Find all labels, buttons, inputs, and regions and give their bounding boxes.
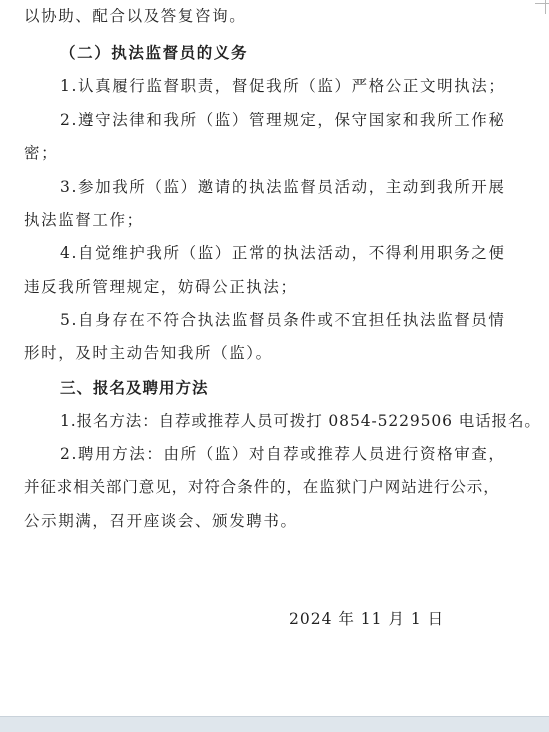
section-heading: （二）执法监督员的义务 bbox=[60, 43, 249, 62]
page-corner-mark bbox=[535, 0, 549, 4]
body-line: 2.聘用方法：由所（监）对自荐或推荐人员进行资格审查， bbox=[60, 445, 506, 463]
body-line: 以协助、配合以及答复咨询。 bbox=[24, 7, 247, 25]
body-line: 2.遵守法律和我所（监）管理规定，保守国家和我所工作秘 bbox=[60, 111, 506, 129]
page-bottom-bar bbox=[0, 716, 549, 732]
body-line: 1.报名方法：自荐或推荐人员可拨打 0854-5229506 电话报名。 bbox=[60, 412, 541, 430]
body-line: 违反我所管理规定，妨碍公正执法； bbox=[24, 278, 298, 296]
body-line: 并征求相关部门意见，对符合条件的，在监狱门户网站进行公示， bbox=[24, 478, 500, 496]
section-heading: 三、报名及聘用方法 bbox=[60, 379, 209, 397]
body-line: 4.自觉维护我所（监）正常的执法活动，不得利用职务之便 bbox=[60, 244, 506, 262]
body-line: 密； bbox=[24, 144, 59, 162]
body-line: 1.认真履行监督职责，督促我所（监）严格公正文明执法； bbox=[60, 77, 506, 95]
document-date: 2024 年 11 月 1 日 bbox=[289, 610, 445, 628]
body-line: 公示期满，召开座谈会、颁发聘书。 bbox=[24, 512, 298, 530]
body-line: 5.自身存在不符合执法监督员条件或不宜担任执法监督员情 bbox=[60, 311, 506, 329]
body-line: 3.参加我所（监）邀请的执法监督员活动，主动到我所开展 bbox=[60, 178, 506, 196]
body-line: 形时，及时主动告知我所（监）。 bbox=[24, 344, 273, 362]
body-line: 执法监督工作； bbox=[24, 211, 144, 229]
